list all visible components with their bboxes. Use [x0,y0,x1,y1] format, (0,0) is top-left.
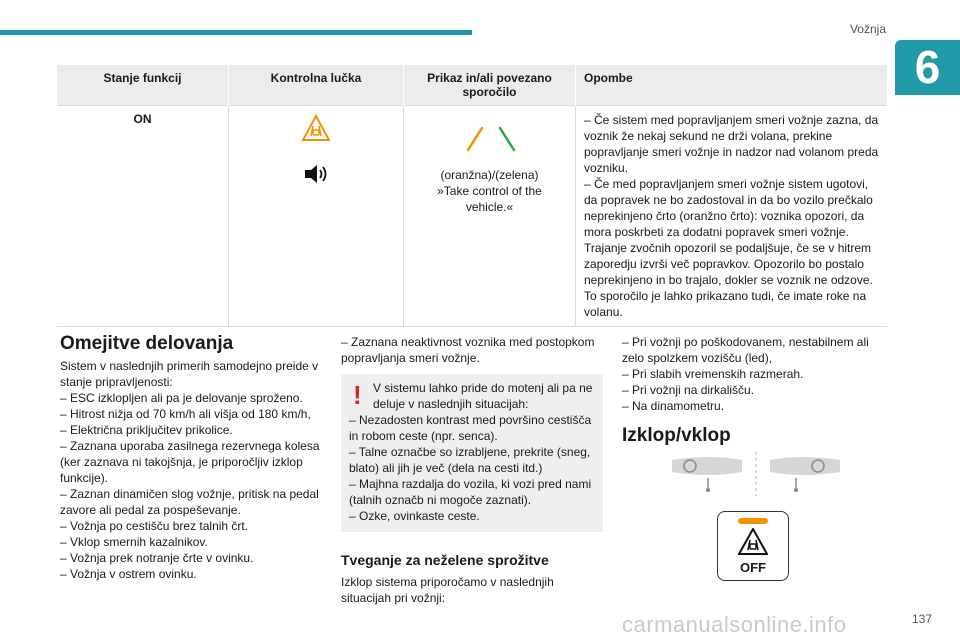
display-colors: (oranžna)/(zelena) [440,168,539,182]
chapter-number-tab: 6 [895,40,960,95]
top-accent-bar [0,30,472,35]
note: Trajanje zvočnih opozoril se podaljšuje, če se v hitrem zaporedju izvrši več popravkov. Opozorilo bo postalo neprekinjeno in bo trajalo, dokler se voznik ne odzove. [584,241,873,287]
col-header-display: Prikaz in/ali povezano sporočilo [404,65,576,106]
list-item: – Vožnja po cestišču brez talnih črt. [60,519,249,533]
list-item: – Ozke, ovinkaste ceste. [349,509,480,523]
warning-icon: ! [353,380,362,410]
col-header-notes: Opombe [576,65,888,106]
lane-line-indicators-icon [450,143,530,157]
list-item: – Nezadosten kontrast med površino cestišča in robom ceste (npr. senca). [349,413,592,443]
audible-alert-icon [303,163,329,188]
list-item: – Talne označbe so izrabljene, prekrite (sneg, blato) ali jih je več (dela na cesti itd.) [349,445,591,475]
display-cell [404,106,576,327]
note: – Če med popravljanjem smeri vožnje sistem ugotovi, da popravek ne bo zadostoval in da bo vozilo prečkalo neprekinjeno črto (oranžno črto): voznika opozori, da mora poskrbeti za dodatni popravek smeri vožnje. [584,177,873,239]
limits-intro: Sistem v naslednjih primerih samodejno preide v stanje pripravljenosti: [60,359,319,389]
col-header-state: Stanje funkcij [57,65,229,106]
right-column [622,334,884,444]
subsection-text: Izklop sistema priporočamo v naslednjih situacijah pri vožnji: [341,575,554,605]
list-item: – Vklop smernih kazalnikov. [60,535,208,549]
steering-wheel-switch-illustration [668,452,844,496]
note: – Če sistem med popravljanjem smeri vožnje zazna, da voznik že nekaj sekund ne drži volana, prekine popravljanje smeri vožnje in nadzor nad volanom preda vozniku. [584,113,879,175]
lane-assist-warning-icon [301,114,331,147]
section-title-switch: Izklop/vklop [622,425,731,446]
list-item: – Pri slabih vremenskih razmerah. [622,367,804,381]
lane-assist-off-button[interactable] [717,511,789,581]
page-number: 137 [911,612,932,626]
notes-cell [576,106,888,327]
list-item: – Pri vožnji na dirkališču. [622,383,755,397]
list-item: – Vožnja v ostrem ovinku. [60,567,197,581]
watermark: carmanualsonline.info [622,612,847,637]
list-item: – Hitrost nižja od 70 km/h ali višja od 180 km/h, [60,407,311,421]
lane-assist-icon [738,528,768,561]
warning-intro: V sistemu lahko pride do motenj ali pa ne deluje v naslednjih situacijah: [373,381,593,411]
state-cell: ON [57,106,229,327]
list-item: – Zaznana uporaba zasilnega rezervnega kolesa (ker zaznava ni takojšnja, je priporočljiv izklop funkcije). [60,439,320,485]
lamp-cell [229,106,404,327]
running-head: Vožnja [849,22,886,36]
list-item: – Zaznan dinamičen slog vožnje, pritisk na pedal zavore ali pedal za pospeševanje. [60,487,319,517]
list-item: – Vožnja prek notranje črte v ovinku. [60,551,254,565]
limits-column [60,333,322,582]
middle-column [341,334,603,606]
col-header-lamp: Kontrolna lučka [229,65,404,106]
status-led [738,518,768,524]
list-item: – Električna priključitev prikolice. [60,423,233,437]
list-item: – ESC izklopljen ali pa je delovanje sproženo. [60,391,303,405]
display-message: »Take control of the vehicle.« [437,184,542,214]
list-item: – Pri vožnji po poškodovanem, nestabilnem ali zelo spolzkem vozišču (led), [622,335,869,365]
list-item: – Zaznana neaktivnost voznika med postopkom popravljanja smeri vožnje. [341,335,595,365]
note: To sporočilo je lahko prikazano tudi, če imate roke na volanu. [584,289,867,319]
table-row [57,106,887,327]
off-label: OFF [740,560,766,575]
section-title-limits: Omejitve delovanja [60,333,234,354]
warning-box [341,374,603,532]
function-state-table [57,65,887,327]
list-item: – Na dinamometru. [622,399,725,413]
subsection-title: Tveganje za neželene sprožitve [341,552,549,568]
list-item: – Majhna razdalja do vozila, ki vozi pred nami (talnih označb ni mogoče zaznati). [349,477,592,507]
